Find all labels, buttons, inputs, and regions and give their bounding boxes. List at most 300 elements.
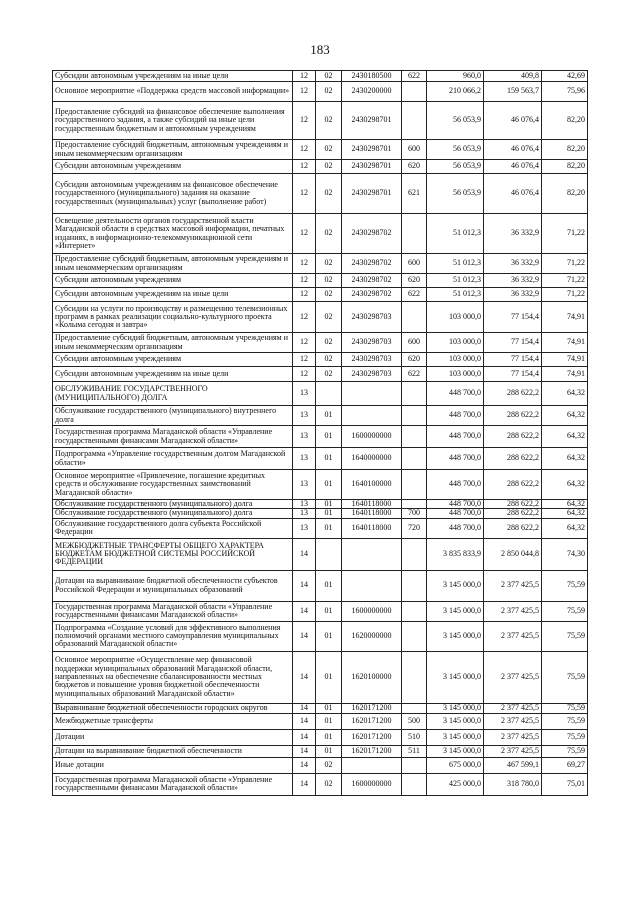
row-name: Государственная программа Магаданской области «Управление государственными финансами Магаданской области» <box>53 426 293 448</box>
cell-target-article: 1640100000 <box>342 470 402 500</box>
cell-section: 12 <box>293 353 316 367</box>
row-name: Субсидии автономным учреждениям <box>53 274 293 288</box>
cell-percent: 75,59 <box>542 621 588 651</box>
cell-subsection: 02 <box>316 174 342 214</box>
table-row <box>53 333 588 353</box>
table-row <box>53 745 588 757</box>
cell-section: 14 <box>293 729 316 745</box>
table-row <box>53 757 588 773</box>
row-name: Предоставление субсидий бюджетным, автономным учреждениям и иным некоммерческим организациям <box>53 254 293 274</box>
cell-section: 12 <box>293 288 316 302</box>
cell-percent: 64,32 <box>542 426 588 448</box>
cell-planned: 3 835 833,9 <box>427 538 484 570</box>
table-row <box>53 426 588 448</box>
cell-target-article <box>342 406 402 426</box>
cell-subsection: 02 <box>316 333 342 353</box>
cell-section: 14 <box>293 713 316 729</box>
cell-subsection: 01 <box>316 448 342 470</box>
table-row <box>53 288 588 302</box>
cell-section: 12 <box>293 302 316 333</box>
cell-target-article: 1640118000 <box>342 518 402 538</box>
cell-percent: 75,96 <box>542 82 588 102</box>
cell-target-article: 2430298702 <box>342 274 402 288</box>
cell-executed: 2 377 425,5 <box>484 621 542 651</box>
row-name: Предоставление субсидий бюджетным, автономным учреждениям и иным некоммерческим организациям <box>53 140 293 160</box>
row-name: Подпрограмма «Управление государственным долгом Магаданской области» <box>53 448 293 470</box>
table-row <box>53 470 588 500</box>
cell-expense-type: 510 <box>402 729 427 745</box>
cell-percent: 71,22 <box>542 274 588 288</box>
cell-planned: 51 012,3 <box>427 254 484 274</box>
cell-planned: 675 000,0 <box>427 757 484 773</box>
cell-percent: 74,91 <box>542 333 588 353</box>
cell-percent: 71,22 <box>542 214 588 254</box>
cell-planned: 960,0 <box>427 71 484 82</box>
cell-target-article: 2430298703 <box>342 367 402 382</box>
cell-subsection: 02 <box>316 71 342 82</box>
cell-target-article: 1640118000 <box>342 500 402 509</box>
cell-subsection: 01 <box>316 729 342 745</box>
cell-target-article: 2430298702 <box>342 214 402 254</box>
cell-executed: 159 563,7 <box>484 82 542 102</box>
cell-planned: 103 000,0 <box>427 367 484 382</box>
cell-section: 12 <box>293 367 316 382</box>
cell-percent: 64,32 <box>542 509 588 518</box>
table-row <box>53 160 588 174</box>
cell-subsection: 02 <box>316 773 342 795</box>
cell-section: 12 <box>293 160 316 174</box>
cell-section: 13 <box>293 500 316 509</box>
cell-executed: 288 622,2 <box>484 448 542 470</box>
cell-target-article: 2430298701 <box>342 102 402 140</box>
cell-subsection: 01 <box>316 518 342 538</box>
cell-planned: 448 700,0 <box>427 470 484 500</box>
cell-percent: 71,22 <box>542 254 588 274</box>
cell-executed: 2 377 425,5 <box>484 703 542 713</box>
cell-section: 12 <box>293 82 316 102</box>
cell-planned: 3 145 000,0 <box>427 651 484 703</box>
cell-expense-type: 500 <box>402 713 427 729</box>
cell-executed: 2 377 425,5 <box>484 651 542 703</box>
cell-executed: 77 154,4 <box>484 367 542 382</box>
cell-percent: 64,32 <box>542 382 588 406</box>
row-name: Субсидии автономным учреждениям на иные цели <box>53 367 293 382</box>
row-name: Субсидии автономным учреждениям на иные цели <box>53 288 293 302</box>
cell-section: 14 <box>293 773 316 795</box>
row-name: Предоставление субсидий на финансовое обеспечение выполнения государственного задания, а также субсидий на иные цели государственным бюджетным и автономным учреждениям <box>53 102 293 140</box>
cell-subsection: 01 <box>316 500 342 509</box>
cell-percent: 75,59 <box>542 729 588 745</box>
cell-expense-type: 622 <box>402 71 427 82</box>
cell-section: 12 <box>293 254 316 274</box>
cell-expense-type <box>402 426 427 448</box>
cell-subsection: 02 <box>316 214 342 254</box>
table-row <box>53 621 588 651</box>
cell-section: 14 <box>293 621 316 651</box>
cell-expense-type <box>402 302 427 333</box>
cell-percent: 74,91 <box>542 353 588 367</box>
row-name: Дотации на выравнивание бюджетной обеспеченности <box>53 745 293 757</box>
cell-executed: 2 377 425,5 <box>484 601 542 621</box>
cell-target-article: 2430298702 <box>342 254 402 274</box>
cell-percent: 75,01 <box>542 773 588 795</box>
cell-executed: 288 622,2 <box>484 509 542 518</box>
row-name: Обслуживание государственного (муниципального) внутреннего долга <box>53 406 293 426</box>
cell-executed: 77 154,4 <box>484 353 542 367</box>
cell-executed: 36 332,9 <box>484 214 542 254</box>
cell-expense-type <box>402 500 427 509</box>
cell-subsection: 01 <box>316 745 342 757</box>
cell-section: 13 <box>293 509 316 518</box>
table-row <box>53 302 588 333</box>
table-row <box>53 773 588 795</box>
cell-percent: 75,59 <box>542 601 588 621</box>
cell-subsection: 01 <box>316 621 342 651</box>
cell-section: 13 <box>293 382 316 406</box>
cell-subsection: 02 <box>316 254 342 274</box>
cell-target-article <box>342 570 402 601</box>
cell-percent: 64,32 <box>542 518 588 538</box>
cell-expense-type <box>402 102 427 140</box>
cell-planned: 51 012,3 <box>427 288 484 302</box>
cell-expense-type: 700 <box>402 509 427 518</box>
cell-expense-type <box>402 703 427 713</box>
cell-subsection <box>316 382 342 406</box>
cell-section: 14 <box>293 703 316 713</box>
cell-expense-type: 600 <box>402 333 427 353</box>
table-row <box>53 174 588 214</box>
cell-executed: 46 076,4 <box>484 160 542 174</box>
cell-expense-type <box>402 570 427 601</box>
cell-subsection: 02 <box>316 102 342 140</box>
cell-executed: 46 076,4 <box>484 140 542 160</box>
cell-subsection: 02 <box>316 302 342 333</box>
table-row <box>53 140 588 160</box>
table-row <box>53 214 588 254</box>
cell-percent: 74,91 <box>542 302 588 333</box>
cell-percent: 74,91 <box>542 367 588 382</box>
cell-planned: 448 700,0 <box>427 406 484 426</box>
row-name: Субсидии автономным учреждениям на финансовое обеспечение государственного (муниципального) задания на оказание государственных (муниципальных) услуг (выполнение работ) <box>53 174 293 214</box>
cell-executed: 2 850 044,8 <box>484 538 542 570</box>
cell-subsection: 02 <box>316 757 342 773</box>
cell-planned: 103 000,0 <box>427 302 484 333</box>
cell-executed: 288 622,2 <box>484 470 542 500</box>
table-row <box>53 570 588 601</box>
cell-target-article: 1600000000 <box>342 601 402 621</box>
cell-target-article: 2430298701 <box>342 160 402 174</box>
cell-executed: 288 622,2 <box>484 382 542 406</box>
cell-subsection: 02 <box>316 353 342 367</box>
table-row <box>53 518 588 538</box>
cell-percent: 64,32 <box>542 406 588 426</box>
cell-subsection: 01 <box>316 713 342 729</box>
cell-target-article: 1620171200 <box>342 745 402 757</box>
table-row <box>53 500 588 509</box>
cell-percent: 71,22 <box>542 288 588 302</box>
cell-section: 13 <box>293 426 316 448</box>
table-row <box>53 601 588 621</box>
row-name: Основное мероприятие «Осуществление мер финансовой поддержки муниципальных образований Магаданской области, направленных на обеспечение сбалансированности местных бюджетов и повышение уровня бюджетной обеспеченности муниципальных образований Магаданской области» <box>53 651 293 703</box>
cell-expense-type: 621 <box>402 174 427 214</box>
row-name: Подпрограмма «Создание условий для эффективного выполнения полномочий органами местного самоуправления муниципальных образований Магаданской области» <box>53 621 293 651</box>
row-name: Обслуживание государственного (муниципального) долга <box>53 509 293 518</box>
row-name: Дотации на выравнивание бюджетной обеспеченности субъектов Российской Федерации и муниципальных образований <box>53 570 293 601</box>
cell-section: 12 <box>293 174 316 214</box>
cell-planned: 448 700,0 <box>427 509 484 518</box>
cell-subsection: 01 <box>316 426 342 448</box>
cell-target-article: 2430298701 <box>342 140 402 160</box>
cell-planned: 56 053,9 <box>427 102 484 140</box>
cell-planned: 448 700,0 <box>427 426 484 448</box>
cell-target-article: 2430298703 <box>342 333 402 353</box>
row-name: Основное мероприятие «Поддержка средств массовой информации» <box>53 82 293 102</box>
cell-expense-type: 620 <box>402 274 427 288</box>
row-name: Дотации <box>53 729 293 745</box>
cell-percent: 64,32 <box>542 500 588 509</box>
row-name: Выравнивание бюджетной обеспеченности городских округов <box>53 703 293 713</box>
cell-target-article: 1620000000 <box>342 621 402 651</box>
cell-executed: 288 622,2 <box>484 406 542 426</box>
budget-table <box>52 70 588 796</box>
cell-target-article: 2430298701 <box>342 174 402 214</box>
cell-subsection: 01 <box>316 703 342 713</box>
cell-percent: 82,20 <box>542 174 588 214</box>
cell-planned: 103 000,0 <box>427 333 484 353</box>
cell-executed: 288 622,2 <box>484 518 542 538</box>
cell-section: 14 <box>293 757 316 773</box>
table-row <box>53 274 588 288</box>
row-name: Освещение деятельности органов государственной власти Магаданской области в средствах массовой информации, печатных изданиях, в информационно-телекоммуникационной сети «Интернет» <box>53 214 293 254</box>
cell-planned: 103 000,0 <box>427 353 484 367</box>
row-name: Субсидии автономным учреждениям на иные цели <box>53 71 293 82</box>
cell-target-article: 1640118000 <box>342 509 402 518</box>
row-name: Предоставление субсидий бюджетным, автономным учреждениям и иным некоммерческим организациям <box>53 333 293 353</box>
cell-expense-type <box>402 538 427 570</box>
cell-expense-type <box>402 757 427 773</box>
table-row <box>53 382 588 406</box>
cell-subsection: 02 <box>316 367 342 382</box>
row-name: Основное мероприятие «Привлечение, погашение кредитных средств и обслуживание государственных заимствований Магаданской области» <box>53 470 293 500</box>
cell-section: 14 <box>293 570 316 601</box>
cell-executed: 77 154,4 <box>484 302 542 333</box>
cell-expense-type: 600 <box>402 140 427 160</box>
cell-executed: 77 154,4 <box>484 333 542 353</box>
cell-subsection: 02 <box>316 140 342 160</box>
cell-section: 12 <box>293 102 316 140</box>
cell-target-article: 1620171200 <box>342 729 402 745</box>
table-row <box>53 448 588 470</box>
cell-planned: 425 000,0 <box>427 773 484 795</box>
cell-executed: 467 599,1 <box>484 757 542 773</box>
row-name: МЕЖБЮДЖЕТНЫЕ ТРАНСФЕРТЫ ОБЩЕГО ХАРАКТЕРА БЮДЖЕТАМ БЮДЖЕТНОЙ СИСТЕМЫ РОССИЙСКОЙ ФЕДЕРАЦИИ <box>53 538 293 570</box>
table-row <box>53 406 588 426</box>
cell-expense-type: 622 <box>402 367 427 382</box>
cell-percent: 64,32 <box>542 448 588 470</box>
cell-planned: 56 053,9 <box>427 174 484 214</box>
cell-target-article: 1600000000 <box>342 773 402 795</box>
cell-target-article: 2430298703 <box>342 302 402 333</box>
cell-expense-type <box>402 214 427 254</box>
cell-planned: 448 700,0 <box>427 518 484 538</box>
cell-expense-type: 620 <box>402 160 427 174</box>
row-name: Субсидии на услуги по производству и размещению телевизионных программ в рамках реализации социально-культурного проекта «Колыма сегодня и завтра» <box>53 302 293 333</box>
cell-percent: 74,30 <box>542 538 588 570</box>
table-row <box>53 353 588 367</box>
cell-subsection: 02 <box>316 160 342 174</box>
cell-percent: 82,20 <box>542 140 588 160</box>
table-row <box>53 713 588 729</box>
cell-subsection: 01 <box>316 601 342 621</box>
cell-expense-type <box>402 470 427 500</box>
table-row <box>53 538 588 570</box>
cell-expense-type: 620 <box>402 353 427 367</box>
cell-planned: 448 700,0 <box>427 500 484 509</box>
row-name: Государственная программа Магаданской области «Управление государственными финансами Магаданской области» <box>53 773 293 795</box>
cell-expense-type <box>402 621 427 651</box>
row-name: Субсидии автономным учреждениям <box>53 353 293 367</box>
cell-subsection: 01 <box>316 470 342 500</box>
row-name: Государственная программа Магаданской области «Управление государственными финансами Магаданской области» <box>53 601 293 621</box>
cell-target-article: 2430200000 <box>342 82 402 102</box>
table-row <box>53 82 588 102</box>
cell-section: 13 <box>293 470 316 500</box>
cell-target-article: 2430180500 <box>342 71 402 82</box>
row-name: Субсидии автономным учреждениям <box>53 160 293 174</box>
cell-planned: 3 145 000,0 <box>427 570 484 601</box>
cell-subsection <box>316 538 342 570</box>
cell-executed: 288 622,2 <box>484 500 542 509</box>
cell-executed: 2 377 425,5 <box>484 713 542 729</box>
cell-executed: 36 332,9 <box>484 274 542 288</box>
table-row <box>53 509 588 518</box>
cell-executed: 36 332,9 <box>484 288 542 302</box>
table-row <box>53 651 588 703</box>
cell-expense-type <box>402 651 427 703</box>
cell-percent: 82,20 <box>542 102 588 140</box>
cell-target-article: 1620171200 <box>342 713 402 729</box>
cell-executed: 46 076,4 <box>484 174 542 214</box>
row-name: Обслуживание государственного (муниципального) долга <box>53 500 293 509</box>
cell-planned: 51 012,3 <box>427 214 484 254</box>
cell-planned: 3 145 000,0 <box>427 729 484 745</box>
cell-expense-type: 511 <box>402 745 427 757</box>
cell-expense-type <box>402 773 427 795</box>
cell-executed: 318 780,0 <box>484 773 542 795</box>
cell-executed: 2 377 425,5 <box>484 570 542 601</box>
cell-expense-type <box>402 382 427 406</box>
cell-planned: 56 053,9 <box>427 160 484 174</box>
cell-section: 12 <box>293 274 316 288</box>
cell-percent: 82,20 <box>542 160 588 174</box>
table-row <box>53 367 588 382</box>
cell-percent: 69,27 <box>542 757 588 773</box>
cell-target-article <box>342 757 402 773</box>
cell-planned: 3 145 000,0 <box>427 703 484 713</box>
cell-executed: 36 332,9 <box>484 254 542 274</box>
cell-executed: 2 377 425,5 <box>484 729 542 745</box>
cell-expense-type: 720 <box>402 518 427 538</box>
cell-percent: 64,32 <box>542 470 588 500</box>
cell-target-article <box>342 382 402 406</box>
cell-planned: 3 145 000,0 <box>427 745 484 757</box>
cell-expense-type <box>402 406 427 426</box>
row-name: Межбюджетные трансферты <box>53 713 293 729</box>
cell-subsection: 01 <box>316 570 342 601</box>
cell-executed: 409,8 <box>484 71 542 82</box>
cell-subsection: 01 <box>316 651 342 703</box>
cell-target-article: 2430298703 <box>342 353 402 367</box>
cell-subsection: 01 <box>316 509 342 518</box>
table-row <box>53 254 588 274</box>
cell-expense-type: 600 <box>402 254 427 274</box>
cell-percent: 75,59 <box>542 570 588 601</box>
cell-executed: 46 076,4 <box>484 102 542 140</box>
row-name: Иные дотации <box>53 757 293 773</box>
cell-percent: 75,59 <box>542 745 588 757</box>
cell-section: 12 <box>293 140 316 160</box>
cell-planned: 3 145 000,0 <box>427 601 484 621</box>
table-row <box>53 71 588 82</box>
cell-expense-type: 622 <box>402 288 427 302</box>
cell-target-article: 1620171200 <box>342 703 402 713</box>
cell-section: 14 <box>293 538 316 570</box>
cell-target-article: 2430298702 <box>342 288 402 302</box>
cell-planned: 51 012,3 <box>427 274 484 288</box>
cell-planned: 448 700,0 <box>427 382 484 406</box>
cell-planned: 448 700,0 <box>427 448 484 470</box>
cell-percent: 75,59 <box>542 703 588 713</box>
cell-planned: 56 053,9 <box>427 140 484 160</box>
row-name: ОБСЛУЖИВАНИЕ ГОСУДАРСТВЕННОГО (МУНИЦИПАЛЬНОГО) ДОЛГА <box>53 382 293 406</box>
cell-percent: 75,59 <box>542 651 588 703</box>
cell-section: 12 <box>293 71 316 82</box>
table-row <box>53 729 588 745</box>
row-name: Обслуживание государственного долга субъекта Российской Федерации <box>53 518 293 538</box>
cell-section: 14 <box>293 601 316 621</box>
cell-percent: 42,69 <box>542 71 588 82</box>
cell-target-article: 1640000000 <box>342 448 402 470</box>
cell-section: 14 <box>293 651 316 703</box>
cell-executed: 288 622,2 <box>484 426 542 448</box>
cell-expense-type <box>402 448 427 470</box>
table-row <box>53 703 588 713</box>
cell-target-article <box>342 538 402 570</box>
cell-subsection: 02 <box>316 82 342 102</box>
cell-target-article: 1620100000 <box>342 651 402 703</box>
cell-subsection: 01 <box>316 406 342 426</box>
cell-planned: 3 145 000,0 <box>427 713 484 729</box>
table-body <box>53 71 588 796</box>
cell-section: 13 <box>293 406 316 426</box>
cell-section: 12 <box>293 333 316 353</box>
cell-subsection: 02 <box>316 274 342 288</box>
cell-expense-type <box>402 601 427 621</box>
cell-percent: 75,59 <box>542 713 588 729</box>
cell-section: 14 <box>293 745 316 757</box>
cell-subsection: 02 <box>316 288 342 302</box>
cell-planned: 3 145 000,0 <box>427 621 484 651</box>
cell-section: 13 <box>293 448 316 470</box>
cell-planned: 210 066,2 <box>427 82 484 102</box>
cell-section: 12 <box>293 214 316 254</box>
cell-expense-type <box>402 82 427 102</box>
table-row <box>53 102 588 140</box>
cell-section: 13 <box>293 518 316 538</box>
cell-target-article: 1600000000 <box>342 426 402 448</box>
cell-executed: 2 377 425,5 <box>484 745 542 757</box>
page-number: 183 <box>310 42 330 57</box>
